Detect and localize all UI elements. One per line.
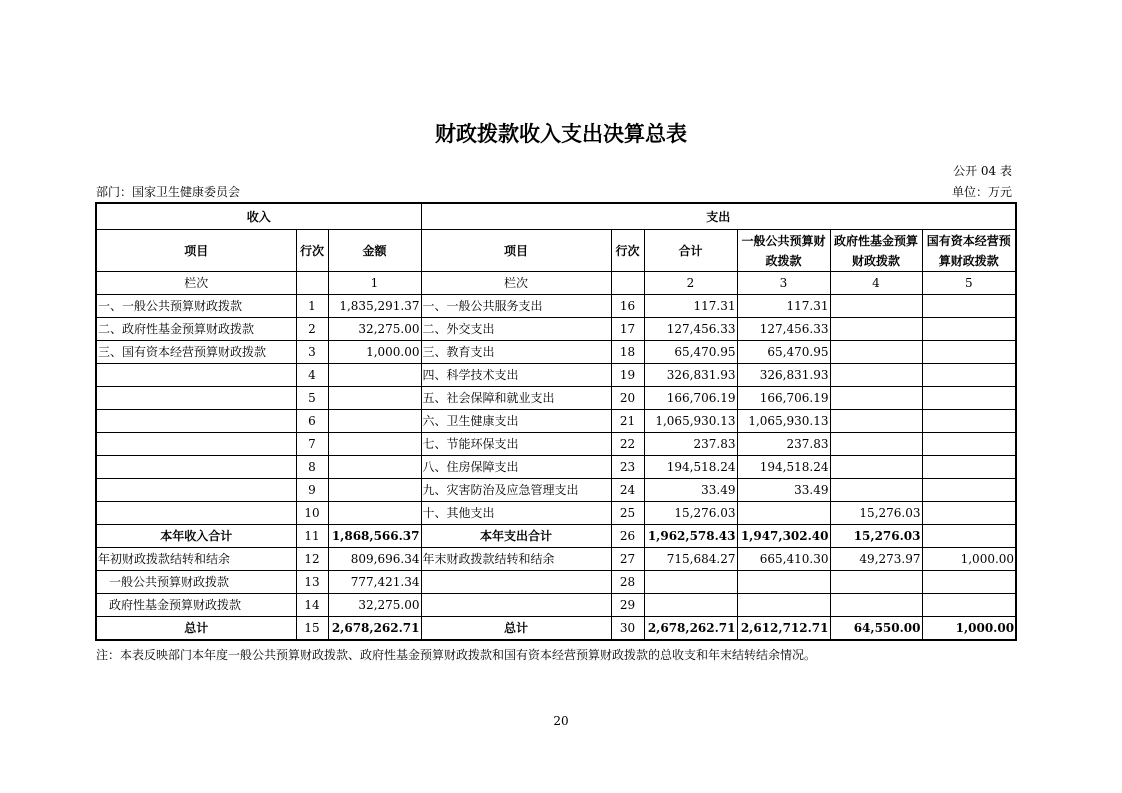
- expense-item-cell: 三、教育支出: [421, 341, 611, 364]
- gov-fund-cell: 64,550.00: [830, 617, 922, 641]
- empty-cell: [611, 272, 644, 295]
- expense-total-cell: 65,470.95: [644, 341, 737, 364]
- income-row-no-cell: 11: [296, 525, 328, 548]
- expense-row-no-cell: 24: [611, 479, 644, 502]
- expense-item-cell: 四、科学技术支出: [421, 364, 611, 387]
- table-row: [96, 410, 1016, 433]
- table-row: [96, 617, 1016, 641]
- income-amount-cell: 777,421.34: [328, 571, 421, 594]
- income-amount-cell: 2,678,262.71: [328, 617, 421, 641]
- expense-row-no-cell: 16: [611, 295, 644, 318]
- expense-total-cell: 15,276.03: [644, 502, 737, 525]
- general-budget-cell: 326,831.93: [737, 364, 830, 387]
- income-amount-cell: [328, 479, 421, 502]
- column-index-1: 1: [328, 272, 421, 295]
- column-index-4: 4: [830, 272, 922, 295]
- general-budget-cell: [737, 502, 830, 525]
- income-amount-cell: [328, 410, 421, 433]
- gov-fund-cell: [830, 479, 922, 502]
- general-budget-cell: 33.49: [737, 479, 830, 502]
- table-row: [96, 548, 1016, 571]
- table-row: [96, 387, 1016, 410]
- state-capital-cell: [922, 295, 1016, 318]
- expense-item-cell: 总计: [421, 617, 611, 641]
- empty-cell: [296, 272, 328, 295]
- income-amount-cell: [328, 387, 421, 410]
- unit-label: 单位：万元: [951, 185, 1012, 199]
- gov-fund-header: 政府性基金预算财政拨款: [830, 230, 922, 272]
- gov-fund-cell: [830, 433, 922, 456]
- income-row-no-cell: 3: [296, 341, 328, 364]
- expense-row-no-header: 行次: [611, 230, 644, 272]
- state-capital-cell: [922, 433, 1016, 456]
- income-row-no-cell: 10: [296, 502, 328, 525]
- expense-total-cell: 33.49: [644, 479, 737, 502]
- expense-total-cell: 237.83: [644, 433, 737, 456]
- general-budget-cell: [737, 594, 830, 617]
- expense-total-cell: 194,518.24: [644, 456, 737, 479]
- expense-row-no-cell: 28: [611, 571, 644, 594]
- table-row: [96, 433, 1016, 456]
- gov-fund-cell: [830, 364, 922, 387]
- income-header: 收入: [96, 203, 421, 230]
- table-row: [96, 525, 1016, 548]
- expense-header: 支出: [421, 203, 1016, 230]
- income-row-no-cell: 7: [296, 433, 328, 456]
- state-capital-cell: [922, 594, 1016, 617]
- gov-fund-cell: [830, 295, 922, 318]
- gov-fund-cell: 15,276.03: [830, 525, 922, 548]
- income-row-no-header: 行次: [296, 230, 328, 272]
- general-budget-cell: 127,456.33: [737, 318, 830, 341]
- income-row-no-cell: 13: [296, 571, 328, 594]
- state-capital-cell: [922, 364, 1016, 387]
- income-item-cell: [96, 364, 296, 387]
- table-row: [96, 456, 1016, 479]
- expense-item-cell: 年末财政拨款结转和结余: [421, 548, 611, 571]
- expense-item-cell: 本年支出合计: [421, 525, 611, 548]
- expense-item-cell: 二、外交支出: [421, 318, 611, 341]
- general-budget-cell: 1,947,302.40: [737, 525, 830, 548]
- income-row-no-cell: 1: [296, 295, 328, 318]
- expense-total-cell: 2,678,262.71: [644, 617, 737, 641]
- income-amount-cell: [328, 502, 421, 525]
- table-row: [96, 364, 1016, 387]
- income-amount-cell: 1,835,291.37: [328, 295, 421, 318]
- income-amount-cell: 1,868,566.37: [328, 525, 421, 548]
- table-row: [96, 318, 1016, 341]
- gov-fund-cell: [830, 456, 922, 479]
- gov-fund-cell: 15,276.03: [830, 502, 922, 525]
- general-budget-cell: [737, 571, 830, 594]
- gov-fund-cell: [830, 341, 922, 364]
- budget-table: [95, 202, 1017, 641]
- general-budget-cell: 237.83: [737, 433, 830, 456]
- income-row-no-cell: 5: [296, 387, 328, 410]
- income-amount-cell: 32,275.00: [328, 318, 421, 341]
- income-item-cell: [96, 433, 296, 456]
- expense-total-cell: 117.31: [644, 295, 737, 318]
- expense-item-cell: [421, 594, 611, 617]
- income-amount-cell: 1,000.00: [328, 341, 421, 364]
- income-item-cell: [96, 479, 296, 502]
- expense-row-no-cell: 25: [611, 502, 644, 525]
- form-number: 公开 04 表: [953, 164, 1012, 178]
- expense-item-cell: 十、其他支出: [421, 502, 611, 525]
- footnote: 注：本表反映部门本年度一般公共预算财政拨款、政府性基金预算财政拨款和国有资本经营预算财政拨款的总收支和年末结转结余情况。: [96, 648, 817, 662]
- expense-item-cell: 八、住房保障支出: [421, 456, 611, 479]
- income-row-no-cell: 8: [296, 456, 328, 479]
- expense-total-cell: 1,065,930.13: [644, 410, 737, 433]
- expense-total-cell: 127,456.33: [644, 318, 737, 341]
- income-item-cell: 一、一般公共预算财政拨款: [96, 295, 296, 318]
- state-capital-cell: [922, 525, 1016, 548]
- income-item-header: 项目: [96, 230, 296, 272]
- income-item-cell: [96, 502, 296, 525]
- table-row: [96, 341, 1016, 364]
- general-budget-cell: 117.31: [737, 295, 830, 318]
- expense-row-no-cell: 20: [611, 387, 644, 410]
- header-row-sections: [96, 203, 1016, 230]
- income-row-no-cell: 2: [296, 318, 328, 341]
- income-amount-cell: [328, 433, 421, 456]
- income-item-cell: 政府性基金预算财政拨款: [96, 594, 296, 617]
- expense-total-cell: [644, 571, 737, 594]
- income-item-cell: 二、政府性基金预算财政拨款: [96, 318, 296, 341]
- general-budget-cell: 1,065,930.13: [737, 410, 830, 433]
- expense-row-no-cell: 17: [611, 318, 644, 341]
- expense-row-no-cell: 18: [611, 341, 644, 364]
- table-row: [96, 571, 1016, 594]
- table-row: [96, 295, 1016, 318]
- expense-row-no-cell: 22: [611, 433, 644, 456]
- column-index-5: 5: [922, 272, 1016, 295]
- expense-item-cell: [421, 571, 611, 594]
- income-row-no-cell: 6: [296, 410, 328, 433]
- general-budget-cell: 665,410.30: [737, 548, 830, 571]
- income-item-cell: [96, 387, 296, 410]
- state-capital-header: 国有资本经营预算财政拨款: [922, 230, 1016, 272]
- income-row-no-cell: 14: [296, 594, 328, 617]
- expense-total-cell: 715,684.27: [644, 548, 737, 571]
- gov-fund-cell: 49,273.97: [830, 548, 922, 571]
- income-row-no-cell: 9: [296, 479, 328, 502]
- expense-row-no-cell: 29: [611, 594, 644, 617]
- state-capital-cell: 1,000.00: [922, 617, 1016, 641]
- income-item-cell: [96, 410, 296, 433]
- income-item-cell: 本年收入合计: [96, 525, 296, 548]
- column-label: 栏次: [96, 272, 296, 295]
- income-amount-cell: [328, 364, 421, 387]
- income-item-cell: 三、国有资本经营预算财政拨款: [96, 341, 296, 364]
- state-capital-cell: [922, 502, 1016, 525]
- gov-fund-cell: [830, 387, 922, 410]
- expense-item-cell: 六、卫生健康支出: [421, 410, 611, 433]
- page-title: 财政拨款收入支出决算总表: [435, 122, 687, 146]
- income-row-no-cell: 12: [296, 548, 328, 571]
- income-row-no-cell: 4: [296, 364, 328, 387]
- expense-total-cell: [644, 594, 737, 617]
- department-label: 部门：国家卫生健康委员会: [96, 185, 241, 199]
- state-capital-cell: [922, 410, 1016, 433]
- state-capital-cell: [922, 341, 1016, 364]
- expense-row-no-cell: 26: [611, 525, 644, 548]
- expense-item-cell: 七、节能环保支出: [421, 433, 611, 456]
- income-amount-cell: 32,275.00: [328, 594, 421, 617]
- general-budget-cell: 166,706.19: [737, 387, 830, 410]
- expense-item-cell: 一、一般公共服务支出: [421, 295, 611, 318]
- column-index-3: 3: [737, 272, 830, 295]
- expense-row-no-cell: 21: [611, 410, 644, 433]
- income-item-cell: 总计: [96, 617, 296, 641]
- expense-item-cell: 五、社会保障和就业支出: [421, 387, 611, 410]
- income-amount-header: 金额: [328, 230, 421, 272]
- state-capital-cell: [922, 387, 1016, 410]
- income-item-cell: 年初财政拨款结转和结余: [96, 548, 296, 571]
- general-budget-header: 一般公共预算财政拨款: [737, 230, 830, 272]
- state-capital-cell: [922, 318, 1016, 341]
- expense-item-header: 项目: [421, 230, 611, 272]
- gov-fund-cell: [830, 594, 922, 617]
- table-row: [96, 594, 1016, 617]
- income-row-no-cell: 15: [296, 617, 328, 641]
- state-capital-cell: [922, 571, 1016, 594]
- expense-row-no-cell: 30: [611, 617, 644, 641]
- expense-total-header: 合计: [644, 230, 737, 272]
- expense-item-cell: 九、灾害防治及应急管理支出: [421, 479, 611, 502]
- general-budget-cell: 65,470.95: [737, 341, 830, 364]
- general-budget-cell: 194,518.24: [737, 456, 830, 479]
- expense-total-cell: 326,831.93: [644, 364, 737, 387]
- column-index-2: 2: [644, 272, 737, 295]
- income-amount-cell: 809,696.34: [328, 548, 421, 571]
- header-row-columns: [96, 230, 1016, 272]
- gov-fund-cell: [830, 410, 922, 433]
- expense-row-no-cell: 27: [611, 548, 644, 571]
- expense-row-no-cell: 19: [611, 364, 644, 387]
- state-capital-cell: [922, 479, 1016, 502]
- income-item-cell: 一般公共预算财政拨款: [96, 571, 296, 594]
- column-index-row: [96, 272, 1016, 295]
- state-capital-cell: 1,000.00: [922, 548, 1016, 571]
- general-budget-cell: 2,612,712.71: [737, 617, 830, 641]
- income-amount-cell: [328, 456, 421, 479]
- table-row: [96, 479, 1016, 502]
- gov-fund-cell: [830, 318, 922, 341]
- expense-row-no-cell: 23: [611, 456, 644, 479]
- income-item-cell: [96, 456, 296, 479]
- expense-total-cell: 166,706.19: [644, 387, 737, 410]
- column-label: 栏次: [421, 272, 611, 295]
- expense-total-cell: 1,962,578.43: [644, 525, 737, 548]
- state-capital-cell: [922, 456, 1016, 479]
- table-row: [96, 502, 1016, 525]
- page-number: 20: [553, 714, 569, 728]
- gov-fund-cell: [830, 571, 922, 594]
